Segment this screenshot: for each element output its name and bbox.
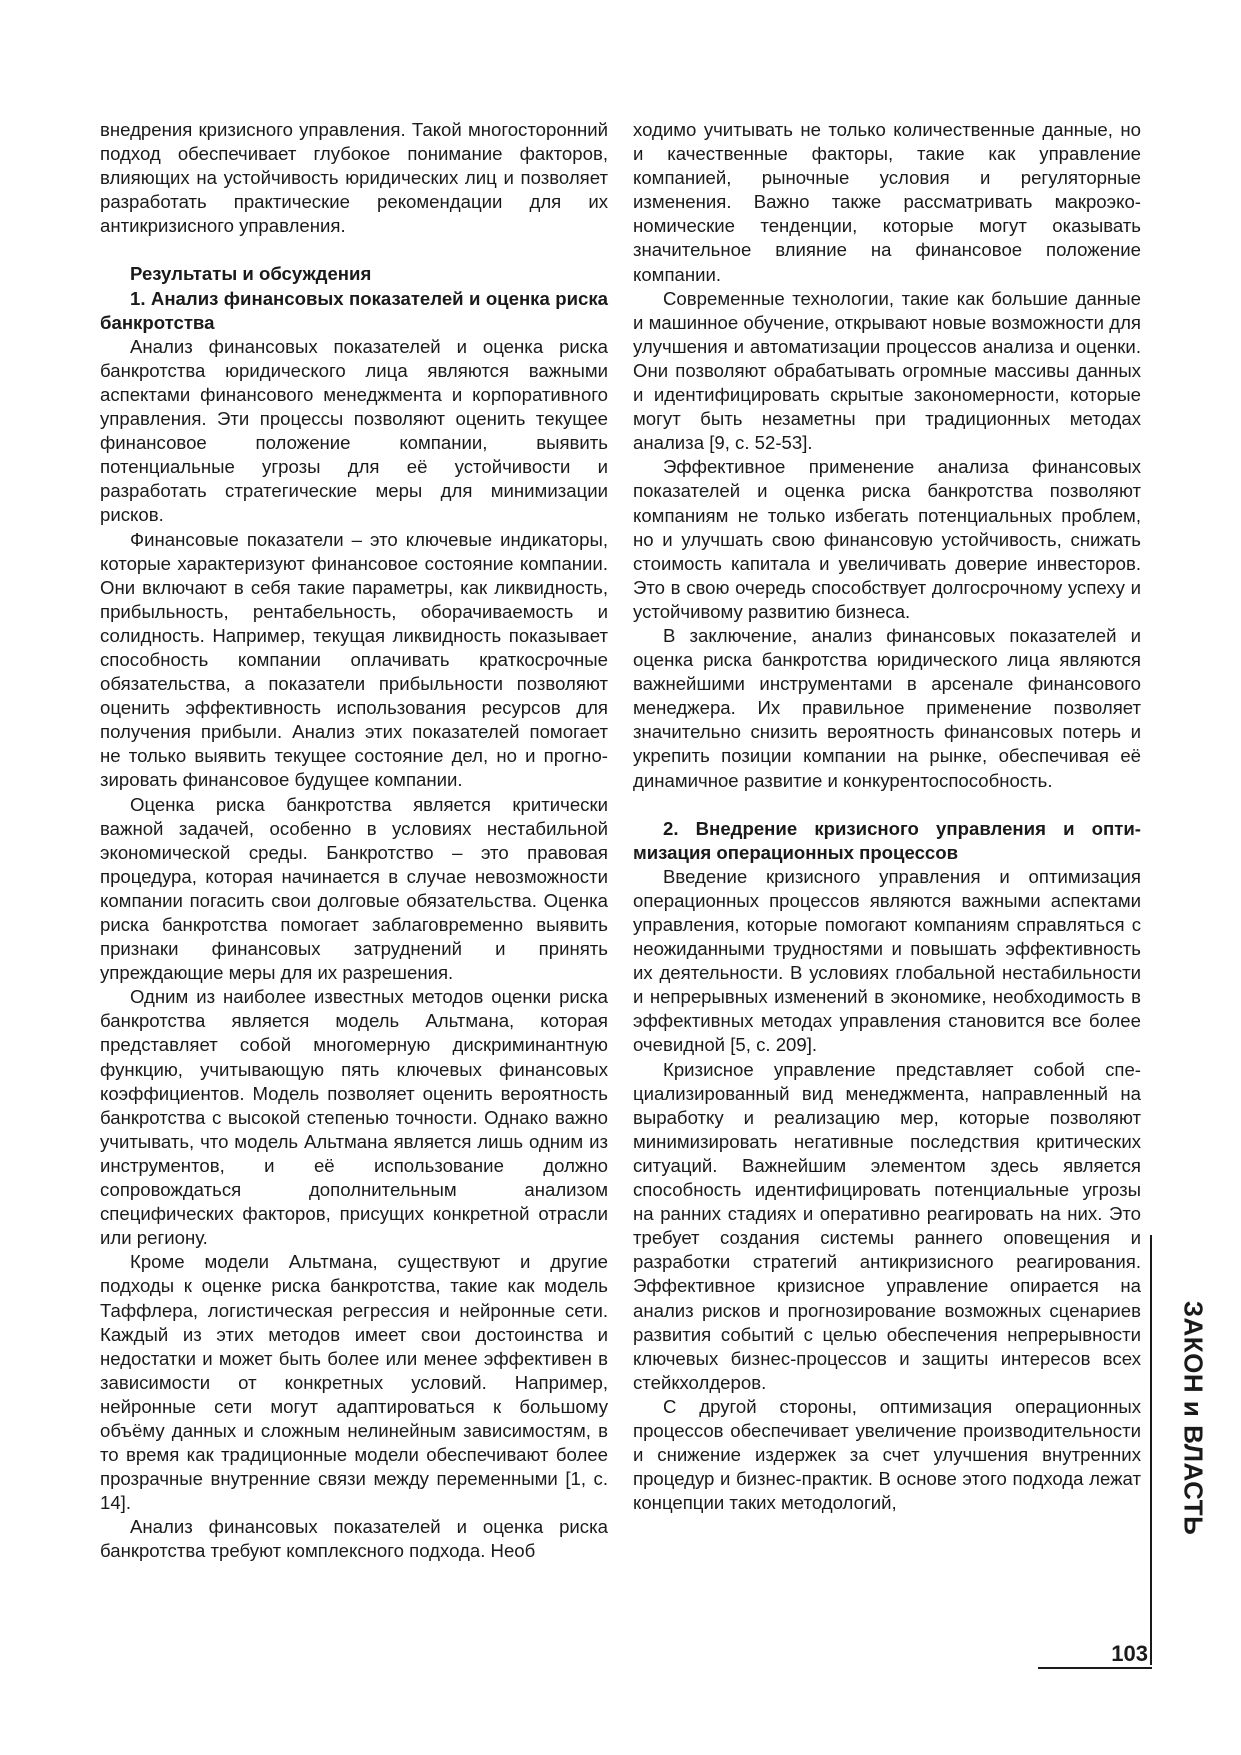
paragraph: Анализ финансовых показателей и оценка риска банкротства юридического лица являются важными аспектами финансового менеджмента и корпоративного управления. Эти процессы позволяют оценить текущее финансовое положение компании, выявить потенциальные угрозы для её устойчивости и разработать стратегические меры для минимизации рисков. (100, 335, 608, 526)
journal-title: ЗАКОН и ВЛАСТЬ (1178, 1300, 1209, 1536)
paragraph: В заключение, анализ финансовых показателей и оценка риска банкротства юридического лица являются важнейшими инструментами в арсенале финансового менеджера. Их правильное применение позволяет значительно снизить вероятность финансовых потерь и укрепить позиции компании на рынке, обеспечивая её динамичное развитие и конкурентоспособность. (633, 624, 1141, 791)
paragraph: Одним из наиболее известных методов оценки риска банкротства является модель Альтмана, которая представляет собой многомерную дискриминантную функцию, учитывающую пять ключевых финансовых коэффициентов. Модель позволяет оценить вероятность банкротства с высокой степенью точности. Однако важно учитывать, что модель Альтмана является лишь одним из инструментов, и её использование должно сопровождаться дополнительным анализом специфических факторов, присущих конкретной отрасли или региону. (100, 986, 608, 1249)
paragraph: С другой стороны, оптимизация операционных процессов обеспечивает увеличение производительности и снижение издержек за счет улучшения внутренних процедур и бизнес-практик. В основе этого подхода лежат концепции таких методологий, (633, 1395, 1141, 1514)
paragraph: Оценка риска банкротства является критически важной задачей, особенно в условиях нестабильной экономической среды. Банкротство – это правовая процедура, которая начинается в случае невозможности компании погасить свои долговые обязательства. Оценка риска банкротства помогает заблаговременно выявить признаки финансовых затруднений и принять упреждающие меры для их разрешения. (100, 793, 608, 984)
section-heading: Результаты и обсуждения (130, 263, 372, 285)
section-heading: 2. Внедрение кризисного управления и оптимизация операционных процессов (633, 817, 1141, 863)
paragraph: ходимо учитывать не только количественные данные, но и качественные факторы, такие как управление компанией, рыночные условия и регуляторные изменения. Важно также рассматривать макроэкономические тенденции, которые могут оказывать значительное влияние на финансовое положение компании. (633, 119, 1141, 285)
left-column (100, 118, 608, 1564)
paragraph: Введение кризисного управления и оптимизация операционных процессов являются важными аспектами управления, которые помогают компаниям справляться с неожиданными трудностями и повышать эффективность их деятельности. В условиях глобальной нестабильности и непрерывных изменений в экономике, необходимость в эффективных методах управления становится все более очевидной [5, с. 209]. (633, 865, 1141, 1056)
paragraph-gap (100, 238, 608, 262)
paragraph: Кризисное управление представляет собой специализированный вид менеджмента, направленный на выработку и реализацию мер, которые позволяют минимизировать негативные последствия критических ситуаций. Важнейшим элементом здесь является способность идентифицировать потенциальные угрозы на ранних стадиях и оперативно реагировать на них. Это требует создания системы раннего оповещения и разработки стратегий антикризисного реагирования. Эффективное кризисное управление опирается на анализ рисков и прогнозирование возможных сценариев развития событий с целью обеспечения непрерывности ключевых бизнес-процессов и защиты интересов всех стейкхолдеров. (633, 1058, 1141, 1393)
paragraph: Финансовые показатели – это ключевые индикаторы, которые характеризуют финансовое состояние компании. Они включают в себя такие параметры, как ликвидность, прибыльность, рентабельность, оборачиваемость и солидность. Например, текущая ликвидность показывает способность компании оплачивать краткосрочные обязательства, а показатели прибыльности позволяют оценить эффективность использования ресурсов для получения прибыли. Анализ этих показателей помогает не только выявить текущее состояние дел, но и прогнозировать финансовое будущее компании. (100, 528, 608, 791)
paragraph: Эффективное применение анализа финансовых показателей и оценка риска банкротства позволяют компаниям не только избегать потенциальных проблем, но и улучшать свою финансовую устойчивость, снижать стоимость капитала и увеличивать доверие инвесторов. Это в свою очередь способствует долгосрочному успеху и устойчивому развитию бизнеса. (633, 456, 1141, 622)
sidebar-rule (1150, 1235, 1152, 1665)
paragraph-gap (633, 793, 1141, 817)
paragraph: Анализ финансовых показателей и оценка риска банкротства требуют комплексного подхода. Необ (100, 1516, 608, 1562)
paragraph: Кроме модели Альтмана, существуют и другие подходы к оценке риска банкротства, такие как модель Таффлера, логистическая регрессия и нейронные сети. Каждый из этих методов имеет свои достоинства и недостатки и может быть более или менее эффективен в зависимости от конкретных условий. Например, нейронные сети могут адаптироваться к большому объёму данных и сложным нелинейным зависимостям, в то время как традиционные модели обеспечивают более прозрачные внутренние связи между переменными [1, с. 14]. (100, 1251, 608, 1514)
page-number-rule (1038, 1667, 1152, 1669)
right-column (633, 118, 1141, 1515)
page-number: 103 (1111, 1641, 1148, 1666)
section-heading: 1. Анализ финансовых показателей и оценка риска банкротства (100, 287, 608, 333)
paragraph: внедрения кризисного управления. Такой многосторонний подход обеспечивает глубокое понимание факторов, влияющих на устойчивость юридических лиц и позволяет разработать практические рекомендации для их антикризисного управления. (100, 119, 608, 237)
paragraph: Современные технологии, такие как большие данные и машинное обучение, открывают новые возможности для улучшения и автоматизации процессов анализа и оценки. Они позволяют обрабатывать огромные массивы данных и идентифицировать скрытые закономерности, которые могут быть незаметны при традиционных методах анализа [9, с. 52-53]. (633, 287, 1141, 454)
